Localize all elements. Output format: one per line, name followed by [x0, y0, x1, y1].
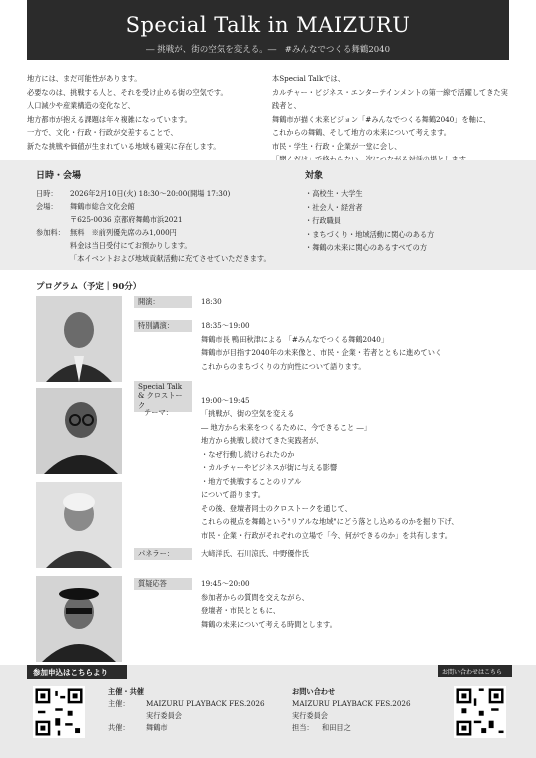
intro-line: 舞鶴市が描く未来ビジョン「#みんなでつくる舞鶴2040」を軸に、 [272, 114, 491, 124]
intro-line: 地方都市が抱える課題は年々複雑になっています。 [27, 114, 192, 124]
intro-left [27, 72, 247, 153]
contact-bar: お問い合わせはこちら [438, 665, 512, 677]
intro-line: 地方には、まだ可能性があります。 [27, 74, 142, 83]
page-subtitle: ― 挑戦が、街の空気を変える。― #みんなでつくる舞鶴2040 [146, 45, 390, 55]
organizer-value: MAIZURU PLAYBACK FES.2026 [146, 699, 265, 708]
intro-line: 一方で、文化・行政・行政が交差することで、 [27, 128, 178, 137]
venue-label: 会場： [36, 202, 58, 211]
talk-label-2: & クロストーク [138, 391, 183, 410]
theme-line: 地方から挑戦し続けてきた実践者が、 [201, 436, 324, 445]
venue-value: 舞鶴市総合文化会館 [70, 202, 135, 211]
organizer-label: 主催： [108, 699, 130, 708]
target-item: ・まちづくり・地域活動に関心のある方 [305, 229, 435, 239]
fee-value: 無料 ※前列優先席のみ1,000円 [70, 228, 177, 237]
qa-desc: 登壇者・市民とともに、 [201, 606, 281, 615]
page-title: Special Talk in MAIZURU [125, 13, 411, 37]
talk-label-1: Special Talk [138, 382, 183, 391]
talk-time: 19:00〜19:45 [201, 396, 250, 405]
date-label: 日時： [36, 189, 58, 198]
target-heading: 対象 [305, 171, 324, 181]
speaker-photo-4 [36, 576, 122, 662]
speaker-photo-3 [36, 482, 122, 568]
info-panel [0, 160, 536, 270]
organizer-value-2: 実行委員会 [146, 711, 182, 720]
co-organizer-label: 共催： [108, 723, 130, 732]
inquiry-block [292, 686, 442, 734]
speaker-photo-1 [36, 296, 122, 382]
inquiry-org: MAIZURU PLAYBACK FES.2026 [292, 699, 411, 708]
fee-note: 料金は当日受付にてお預かりします。 [70, 241, 192, 250]
header-banner [27, 0, 509, 60]
fee-note: 「本イベントおよび地域貢献活動に充てさせていただきます。 [70, 254, 271, 263]
lecture-desc: 舞鶴市が目指す2040年の未来像と、市民・企業・若者とともに進めていく [201, 348, 443, 357]
lecture-time: 18:35〜19:00 [201, 321, 250, 330]
qa-desc: 舞鶴の未来について考える時間とします。 [201, 619, 337, 629]
fee-label: 参加料： [36, 228, 65, 237]
organizer-block [108, 686, 278, 734]
intro-line: これからの舞鶴、そして地方の未来について考えます。 [272, 128, 451, 137]
contact-qr-code[interactable] [454, 686, 506, 738]
apply-qr-code[interactable] [33, 686, 85, 738]
theme-label: テーマ： [144, 408, 173, 417]
lecture-desc: 舞鶴市長 鴨田秋津による 「#みんなでつくる舞鶴2040」 [201, 334, 389, 344]
lecture-block [201, 319, 442, 373]
program-heading: プログラム（予定｜90分） [36, 282, 142, 292]
qa-desc: 参加者からの質問を交えながら、 [201, 592, 309, 602]
intro-line: 新たな挑戦や価値が生まれている地域も確実に存在します。 [27, 141, 221, 151]
intro-line: 市民・学生・行政・企業が一堂に会し、 [272, 141, 402, 151]
apply-bar: 参加申込はこちらより [27, 665, 127, 679]
venue-address: 〒625-0036 京都府舞鶴市浜2021 [70, 215, 183, 224]
theme-line: ― 地方から未来をつくるために、今できること ―」 [201, 422, 371, 432]
theme-line: について語ります。 [201, 490, 265, 499]
theme-block [201, 407, 459, 542]
intro-line: 本Special Talkでは、 [272, 74, 345, 83]
date-value: 2026年2月10日(火) 18:30〜20:00(開場 17:30) [70, 189, 231, 198]
open-time: 18:30 [201, 297, 222, 306]
open-label: 開演： [134, 296, 192, 308]
target-item: ・舞鶴の未来に関心のあるすべての方 [305, 243, 428, 252]
lecture-desc: これからのまちづくりの方向性について語ります。 [201, 361, 366, 371]
intro-line: 人口減少や産業構造の変化など、 [27, 101, 135, 110]
theme-line: その後、登壇者同士のクロストークを通じて、 [201, 503, 352, 513]
lecture-label: 特別講演： [134, 320, 192, 332]
schedule-heading: 日時・会場 [36, 171, 82, 181]
panel-names: 大﨑洋氏、石川涼氏、中野優作氏 [201, 549, 309, 558]
theme-line: 「挑戦が、街の空気を変える [201, 409, 295, 418]
intro-line: カルチャー・ビジネス・エンターテインメントの第一線で活躍してきた実践者と、 [272, 87, 508, 110]
target-item: ・行政職員 [305, 216, 341, 225]
organizer-heading: 主催・共催 [108, 687, 144, 696]
intro-right [272, 72, 512, 167]
theme-line: これらの視点を舞鶴という"リアルな地域"にどう落とし込めるのかを掘り下げ、 [201, 517, 459, 526]
theme-line: 市民・企業・行政がそれぞれの立場で「今、何ができるのか」を共有します。 [201, 530, 452, 540]
speaker-photo-2 [36, 388, 122, 474]
qa-label: 質疑応答 [134, 578, 192, 590]
inquiry-contact-label: 担当： [292, 723, 314, 732]
panel-label: パネラー： [134, 548, 192, 560]
co-organizer-value: 舞鶴市 [146, 723, 168, 732]
target-section [305, 168, 525, 255]
qa-block [201, 577, 337, 631]
intro-line: 必要なのは、挑戦する人と、それを受け止める街の空気です。 [27, 87, 228, 97]
inquiry-org-2: 実行委員会 [292, 711, 328, 720]
theme-line: ・地方で挑戦することのリアル [201, 476, 302, 486]
schedule-section [36, 168, 296, 265]
inquiry-contact-name: 和田目之 [322, 723, 351, 732]
target-item: ・社会人・経営者 [305, 202, 363, 212]
qa-time: 19:45〜20:00 [201, 579, 250, 588]
theme-line: ・なぜ行動し続けられたのか [201, 449, 295, 459]
target-item: ・高校生・大学生 [305, 189, 363, 198]
inquiry-heading: お問い合わせ [292, 687, 336, 696]
theme-line: ・カルチャーやビジネスが街に与える影響 [201, 463, 338, 472]
